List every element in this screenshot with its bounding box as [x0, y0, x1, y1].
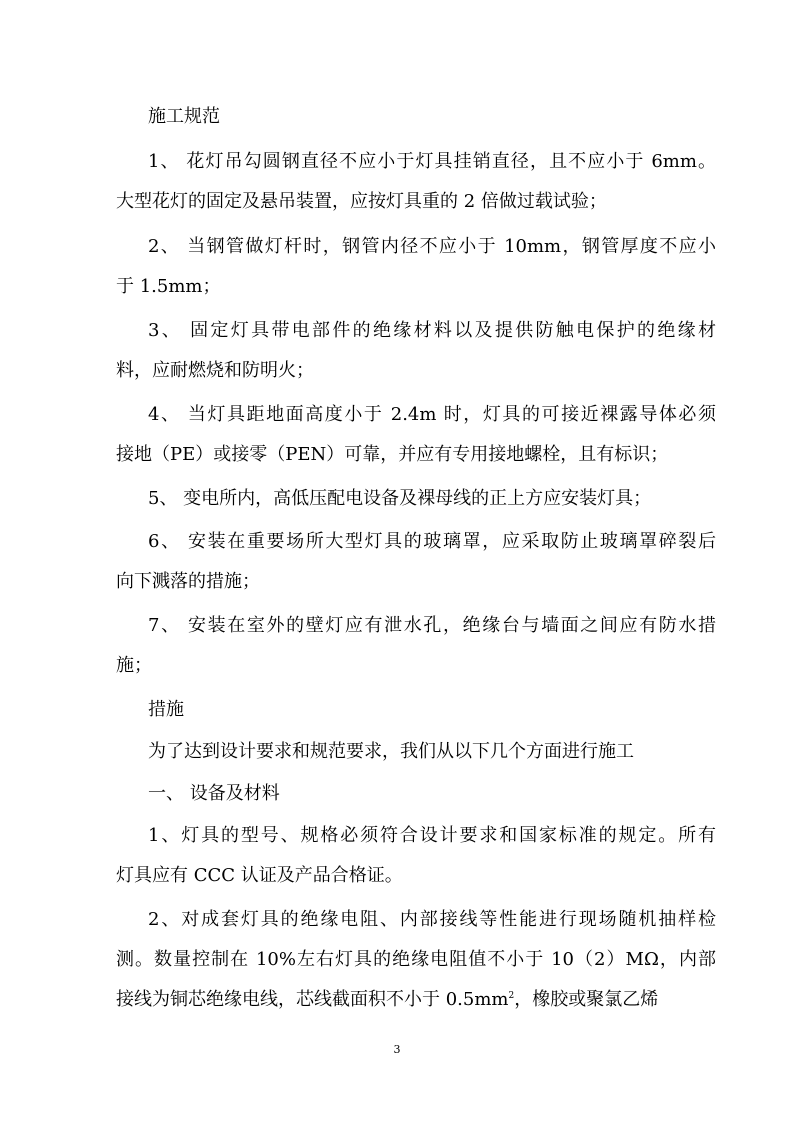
paragraph-line: 7、 安装在室外的壁灯应有泄水孔，绝缘台与墙面之间应有防水措: [148, 615, 716, 636]
paragraph-line: 为了达到设计要求和规范要求，我们从以下几个方面进行施工: [148, 741, 634, 762]
paragraph-line: 1、灯具的型号、规格必须符合设计要求和国家标准的规定。所有: [148, 825, 716, 846]
paragraph-line: 4、 当灯具距地面高度小于 2.4m 时，灯具的可接近裸露导体必须: [148, 404, 716, 425]
paragraph-line: 6、 安装在重要场所大型灯具的玻璃罩，应采取防止玻璃罩碎裂后: [148, 531, 716, 552]
section-heading-measures: 措施: [148, 699, 184, 720]
section-heading-spec: 施工规范: [148, 106, 220, 127]
paragraph-line: [116, 988, 716, 1015]
paragraph-line: 于 1.5mm；: [116, 276, 221, 297]
paragraph-line: 3、 固定灯具带电部件的绝缘材料以及提供防触电保护的绝缘材: [148, 320, 716, 341]
text-run: ，橡胶或聚氯乙烯: [514, 989, 659, 1010]
text-run: 接线为铜芯绝缘电线，芯线截面积不小于 0.5mm: [116, 989, 509, 1010]
paragraph-line: 1、 花灯吊勾圆钢直径不应小于灯具挂销直径，且不应小于 6mm。: [148, 151, 716, 172]
superscript: 2: [508, 991, 515, 1001]
paragraph-line: 施；: [116, 655, 152, 676]
paragraph-line: 大型花灯的固定及悬吊装置，应按灯具重的 2 倍做过载试验；: [116, 191, 607, 212]
paragraph-line: 料，应耐燃烧和防明火；: [116, 360, 314, 381]
paragraph-line: 接地（PE）或接零（PEN）可靠，并应有专用接地螺栓，且有标识；: [116, 444, 669, 465]
subsection-heading: 一、 设备及材料: [148, 783, 280, 804]
paragraph-line: 测。数量控制在 10%左右灯具的绝缘电阻值不小于 10（2）MΩ，内部: [116, 949, 716, 970]
paragraph-line: 2、 当钢管做灯杆时，钢管内径不应小于 10mm，钢管厚度不应小: [148, 236, 716, 257]
paragraph-line: 灯具应有 CCC 认证及产品合格证。: [116, 865, 403, 886]
paragraph-line: 2、对成套灯具的绝缘电阻、内部接线等性能进行现场随机抽样检: [148, 909, 716, 930]
page-number: 3: [393, 1043, 401, 1056]
paragraph-line: 5、 变电所内，高低压配电设备及裸母线的正上方应安装灯具；: [148, 488, 652, 509]
paragraph-line: 向下溅落的措施；: [116, 571, 260, 592]
